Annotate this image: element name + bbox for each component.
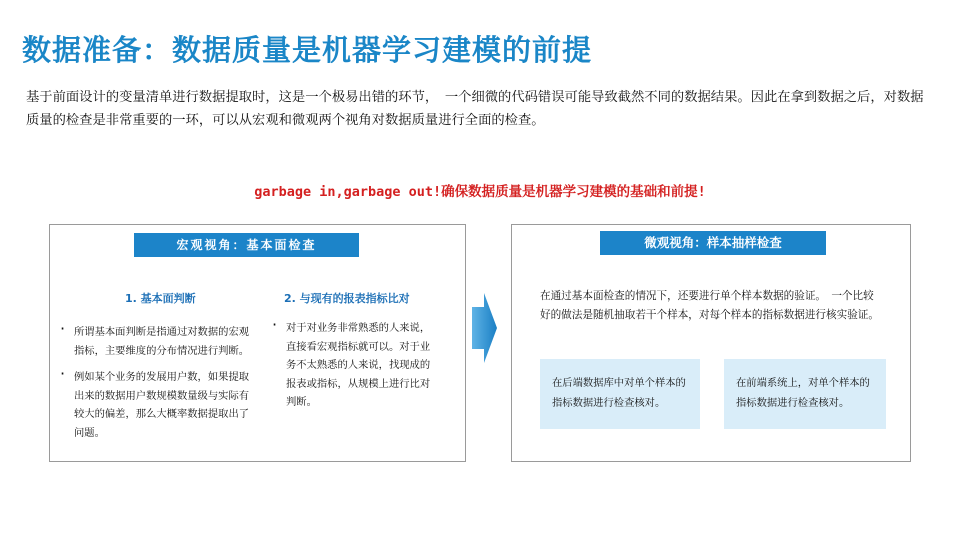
- macro-col2-list: [270, 319, 432, 412]
- list-item: · 例如某个业务的发展用户数，如果提取出来的数据用户数规模数量级与实际有较大的偏差，那么大概率数据提取出了问题。: [58, 368, 256, 442]
- right-arrow-icon: [470, 293, 498, 363]
- list-item: · 所谓基本面判断是指通过对数据的宏观指标，主要维度的分布情况进行判断。: [58, 323, 256, 360]
- intro-paragraph: 基于前面设计的变量清单进行数据提取时，这是一个极易出错的环节， 一个细微的代码错误可能导致截然不同的数据结果。因此在拿到数据之后，对数据质量的检查是非常重要的一环，可以从宏观和微观两个视角对数据质量进行全面的检查。: [26, 90, 924, 128]
- list-item: · 对于对业务非常熟悉的人来说，直接看宏观指标就可以。对于业务不太熟悉的人来说，找现成的报表或指标，从规模上进行比对判断。: [270, 319, 432, 412]
- micro-description: 在通过基本面检查的情况下，还要进行单个样本数据的验证。 一个比较好的做法是随机抽取若干个样本，对每个样本的指标数据进行核实验证。: [540, 290, 879, 321]
- page-title: 数据准备：数据质量是机器学习建模的前提: [22, 33, 593, 67]
- macro-header: 宏观视角：基本面检查: [134, 233, 359, 257]
- micro-panel: [511, 224, 911, 462]
- sample-backend-card: 在后端数据库中对单个样本的指标数据进行检查核对。: [540, 359, 700, 429]
- sample-frontend-card: 在前端系统上，对单个样本的指标数据进行检查核对。: [724, 359, 886, 429]
- macro-col2-title: 2. 与现有的报表指标比对: [284, 292, 410, 305]
- macro-panel: [49, 224, 466, 462]
- micro-header: 微观视角：样本抽样检查: [600, 231, 826, 255]
- macro-col1-list: [58, 323, 256, 450]
- macro-col1-title: 1. 基本面判断: [125, 292, 196, 305]
- slogan: garbage in,garbage out!确保数据质量是机器学习建模的基础和前提!: [254, 184, 706, 200]
